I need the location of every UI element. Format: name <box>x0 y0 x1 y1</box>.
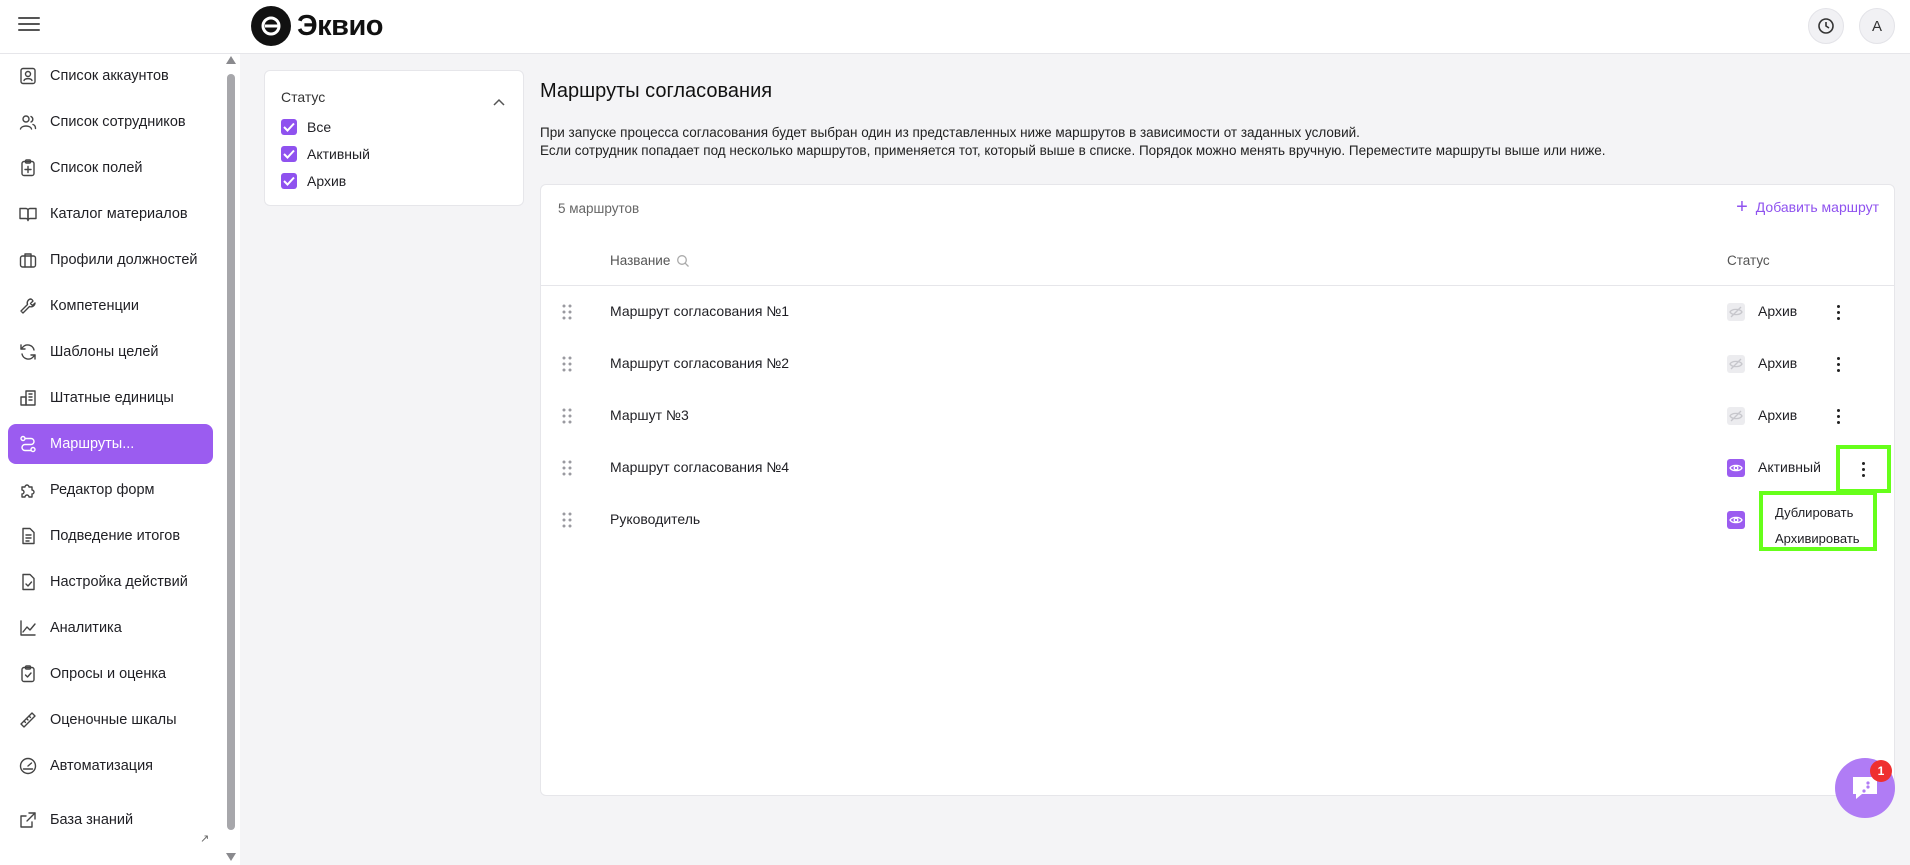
sidebar-item-11[interactable] <box>8 562 213 602</box>
search-icon[interactable] <box>676 254 690 268</box>
checkbox-checked-icon[interactable] <box>281 146 297 162</box>
sidebar-item-3[interactable] <box>8 194 213 234</box>
sidebar-item-10[interactable] <box>8 516 213 556</box>
logo-text: Эквио <box>297 9 384 42</box>
scroll-up-arrow-icon[interactable] <box>226 56 236 64</box>
table-row[interactable] <box>541 390 1894 442</box>
sidebar-item-label: Каталог материалов <box>50 206 188 222</box>
sidebar-item-14[interactable] <box>8 700 213 740</box>
route-name[interactable]: Маршрут согласования №1 <box>610 303 790 319</box>
sidebar-scrollbar[interactable] <box>226 54 236 865</box>
description-line-1: При запуске процесса согласования будет выбран один из представленных ниже маршрутов в зависимости от заданных условий. <box>540 125 1360 140</box>
sidebar-item-12[interactable] <box>8 608 213 648</box>
table-row[interactable] <box>541 338 1894 390</box>
eye-off-icon <box>1727 355 1745 373</box>
document-check-icon <box>18 572 38 592</box>
sidebar-item-label: Оценочные шкалы <box>50 712 177 728</box>
menu-burger-icon[interactable] <box>18 14 40 36</box>
route-name[interactable]: Руководитель <box>610 511 701 527</box>
sidebar <box>0 54 240 865</box>
external-link-icon <box>18 810 38 830</box>
sidebar-item-16[interactable] <box>8 800 213 840</box>
sidebar-item-label: Редактор форм <box>50 482 155 498</box>
sidebar-item-5[interactable] <box>8 286 213 326</box>
drag-handle-icon[interactable] <box>561 458 573 478</box>
routes-count: 5 маршрутов <box>558 201 640 216</box>
document-list-icon <box>18 526 38 546</box>
column-header-status: Статус <box>1727 253 1770 268</box>
table-row[interactable] <box>541 442 1894 494</box>
sidebar-item-label: Список аккаунтов <box>50 68 169 84</box>
sidebar-item-label: Маршруты... <box>50 436 135 452</box>
more-vertical-icon[interactable] <box>1823 296 1853 328</box>
checkbox-checked-icon[interactable] <box>281 119 297 135</box>
table-row[interactable] <box>541 494 1894 546</box>
app-logo[interactable] <box>251 6 383 46</box>
filter-option-all[interactable] <box>281 117 331 137</box>
ruler-icon <box>18 710 38 730</box>
column-name-label: Название <box>610 253 671 268</box>
drag-handle-icon[interactable] <box>561 354 573 374</box>
status-label: Активный <box>1758 459 1821 475</box>
sidebar-item-label: Список полей <box>50 160 143 176</box>
external-arrow-icon: ↗ <box>200 833 210 845</box>
status-label: Архив <box>1758 407 1798 423</box>
sidebar-item-label: Профили должностей <box>50 252 198 268</box>
checkbox-checked-icon[interactable] <box>281 173 297 189</box>
sidebar-item-0[interactable] <box>8 56 213 96</box>
more-vertical-icon[interactable] <box>1823 348 1853 380</box>
building-icon <box>18 388 38 408</box>
routes-table <box>540 184 1895 796</box>
sidebar-item-label: База знаний <box>50 812 134 828</box>
page-title: Маршруты согласования <box>540 80 773 102</box>
filter-option-label: Все <box>307 119 332 135</box>
eye-off-icon <box>1727 407 1745 425</box>
user-avatar-button[interactable] <box>1859 8 1895 44</box>
wrench-icon <box>18 296 38 316</box>
page-description <box>540 124 1606 160</box>
briefcase-icon <box>18 250 38 270</box>
filter-option-archive[interactable] <box>281 171 346 191</box>
plus-icon: + <box>1736 196 1748 218</box>
route-name[interactable]: Маршут №3 <box>610 407 689 423</box>
menu-item-archive[interactable]: Архивировать <box>1775 530 1860 546</box>
menu-item-duplicate[interactable]: Дублировать <box>1775 504 1854 520</box>
book-open-icon <box>18 204 38 224</box>
sidebar-item-label: Список сотрудников <box>50 114 186 130</box>
add-route-label: Добавить маршрут <box>1755 199 1879 215</box>
drag-handle-icon[interactable] <box>561 510 573 530</box>
chart-line-icon <box>18 618 38 638</box>
eye-icon <box>1727 459 1745 477</box>
filter-option-label: Активный <box>307 146 370 162</box>
status-label: Архив <box>1758 303 1798 319</box>
history-icon <box>1817 17 1835 35</box>
sidebar-item-label: Опросы и оценка <box>50 666 167 682</box>
add-route-button[interactable] <box>1736 196 1879 218</box>
sidebar-item-2[interactable] <box>8 148 213 188</box>
sidebar-item-1[interactable] <box>8 102 213 142</box>
drag-handle-icon[interactable] <box>561 302 573 322</box>
sidebar-item-label: Настройка действий <box>50 574 188 590</box>
table-row[interactable] <box>541 286 1894 338</box>
status-label: Архив <box>1758 355 1798 371</box>
filter-title: Статус <box>281 89 326 105</box>
sidebar-item-7[interactable] <box>8 378 213 418</box>
sidebar-item-label: Аналитика <box>50 620 122 636</box>
description-line-2: Если сотрудник попадает под несколько маршрутов, применяется тот, который выше в списке. Порядок можно менять вручную. Переместите маршруты выше или ниже. <box>540 143 1606 158</box>
sidebar-item-15[interactable] <box>8 746 213 786</box>
filter-option-active[interactable] <box>281 144 370 164</box>
scroll-down-arrow-icon[interactable] <box>226 853 236 861</box>
sidebar-item-label: Шаблоны целей <box>50 344 159 360</box>
route-name[interactable]: Маршрут согласования №2 <box>610 355 790 371</box>
avatar-letter: A <box>1871 17 1882 35</box>
sidebar-item-6[interactable] <box>8 332 213 372</box>
scroll-thumb[interactable] <box>227 74 235 830</box>
more-vertical-icon[interactable] <box>1823 400 1853 432</box>
refresh-icon <box>18 342 38 362</box>
chat-notification-badge: 1 <box>1870 760 1892 782</box>
clipboard-plus-icon <box>18 158 38 178</box>
more-vertical-icon[interactable] <box>1842 451 1885 487</box>
sidebar-item-4[interactable] <box>8 240 213 280</box>
users-icon <box>18 112 38 132</box>
drag-handle-icon[interactable] <box>561 406 573 426</box>
puzzle-icon <box>18 480 38 500</box>
route-name[interactable]: Маршрут согласования №4 <box>610 459 790 475</box>
sidebar-item-label: Штатные единицы <box>50 390 174 406</box>
top-header <box>0 0 1910 54</box>
filter-option-label: Архив <box>307 173 347 189</box>
eye-icon <box>1727 511 1745 529</box>
sidebar-item-label: Автоматизация <box>50 758 154 774</box>
status-filter-card <box>264 70 524 206</box>
sidebar-item-label: Компетенции <box>50 298 139 314</box>
sidebar-item-13[interactable] <box>8 654 213 694</box>
eye-off-icon <box>1727 303 1745 321</box>
chevron-up-icon[interactable] <box>493 93 505 111</box>
user-card-icon <box>18 66 38 86</box>
clipboard-check-icon <box>18 664 38 684</box>
row-actions-menu <box>1759 491 1877 551</box>
column-header-name[interactable] <box>610 253 690 268</box>
gauge-icon <box>18 756 38 776</box>
sidebar-item-9[interactable] <box>8 470 213 510</box>
sidebar-item-label: Подведение итогов <box>50 528 181 544</box>
history-button[interactable] <box>1808 8 1844 44</box>
route-icon <box>18 434 38 454</box>
logo-mark-icon <box>251 6 291 46</box>
sidebar-item-8[interactable] <box>8 424 213 464</box>
